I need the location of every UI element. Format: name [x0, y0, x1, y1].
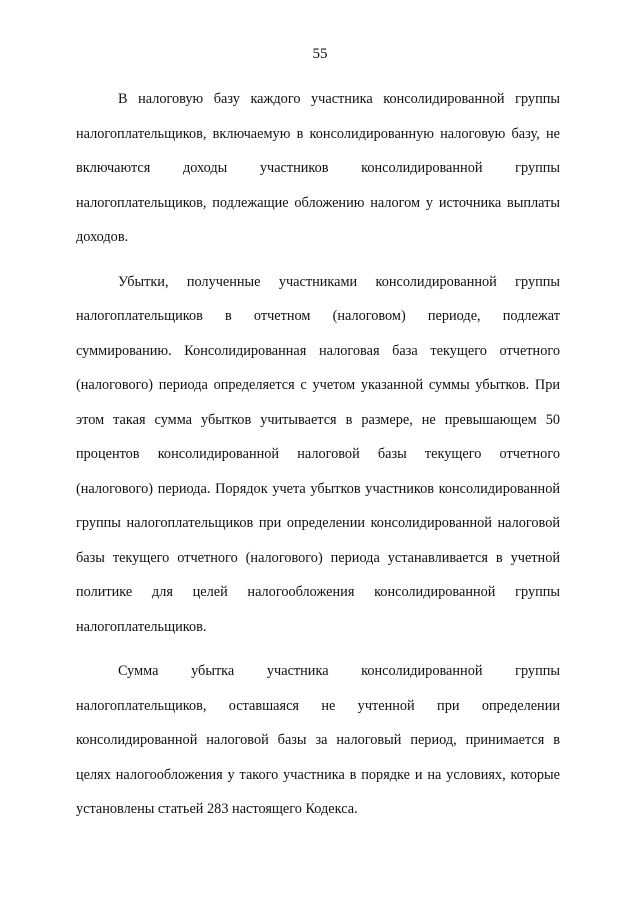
paragraph-unused-loss: Сумма убытка участника консолидированной группы налогоплательщиков, оставшаяся не учтенной при определении консолидированной налоговой базы за налоговый период, принимается в целях налогообложения у такого участника в порядке и на условиях, которые установлены статьей 283 настоящего Кодекса.	[76, 663, 560, 817]
paragraph-loss-summation: Убытки, полученные участниками консолидированной группы налогоплательщиков в отчетном (налоговом) периоде, подлежат суммированию. Консолидированная налоговая база текущего отчетного (налогового) периода определяется с учетом указанной суммы убытков. При этом такая сумма убытков учитывается в размере, не превышающем 50 процентов консолидированной налоговой базы текущего отчетного (налогового) периода. Порядок учета убытков участников консолидированной группы налогоплательщиков при определении консолидированной налоговой базы текущего отчетного (налогового) периода устанавливается в учетной политике для целей налогообложения консолидированной группы налогоплательщиков.	[76, 273, 560, 635]
document-body	[76, 82, 560, 837]
paragraph-tax-base-exclusion: В налоговую базу каждого участника консолидированной группы налогоплательщиков, включаемую в консолидированную налоговую базу, не включаются доходы участников консолидированной группы налогоплательщиков, подлежащие обложению налогом у источника выплаты доходов.	[76, 91, 560, 245]
page-number: 55	[312, 46, 328, 62]
